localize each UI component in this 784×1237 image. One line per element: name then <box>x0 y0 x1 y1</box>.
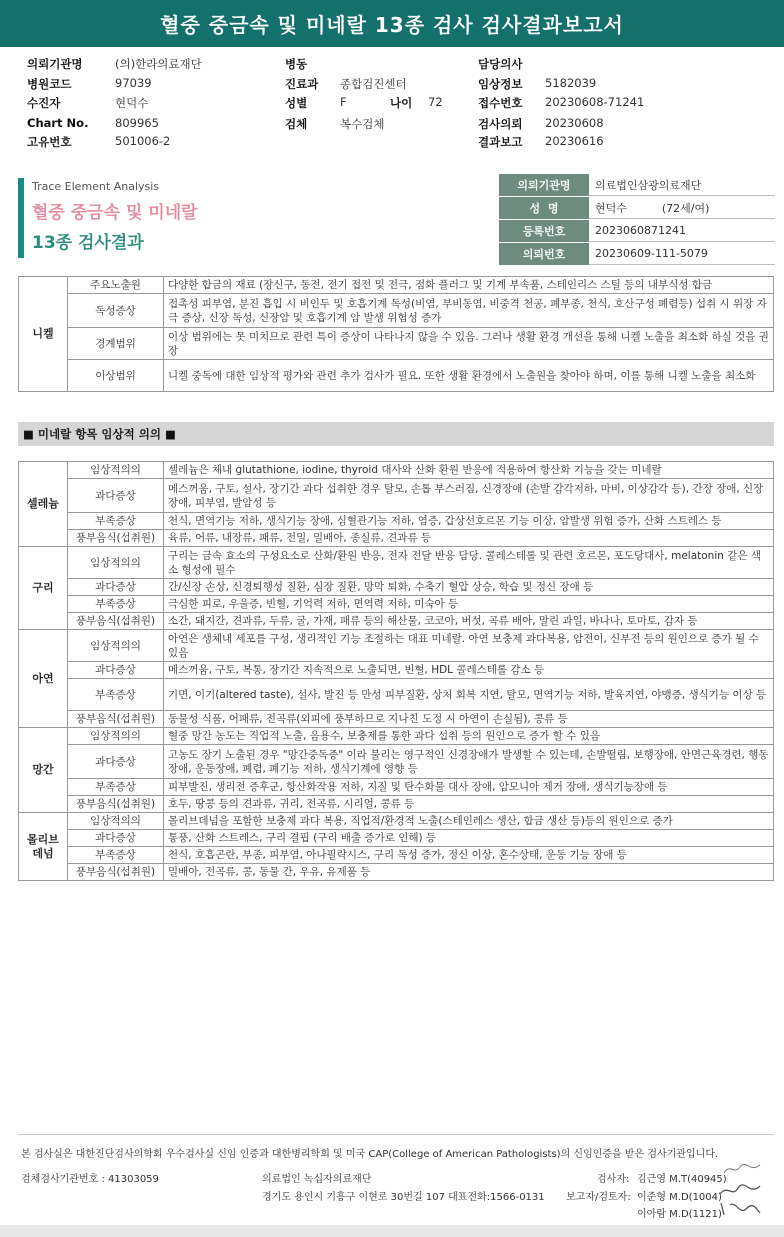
value-unique-no: 501006-2 <box>115 134 171 148</box>
table-row <box>19 679 774 711</box>
label-department: 진료과 <box>285 77 319 91</box>
table-row <box>19 745 774 779</box>
description-cell: 통풍, 산화 스트레스, 구리 결핍 (구리 배출 증가로 인해) 등 <box>164 830 774 847</box>
description-cell: 메스꺼움, 구토, 복통, 장기간 지속적으로 노출되면, 빈혈, HDL 콜레스테롤 감소 등 <box>164 662 774 679</box>
value-age: 72 <box>428 95 443 109</box>
patient-row-value: 20230609-111-5079 <box>589 243 775 265</box>
table-row <box>19 513 774 530</box>
signature-reporter <box>718 1180 762 1200</box>
table-row <box>19 711 774 728</box>
description-cell: 셀레늄은 체내 glutathione, iodine, thyroid 대사와 산화 환원 반응에 적용하여 항산화 기능을 갖는 미네랄 <box>164 462 774 479</box>
category-cell: 임상적의의 <box>68 547 164 579</box>
footer-divider <box>18 1134 774 1135</box>
label-test-request: 검사의뢰 <box>478 117 523 131</box>
patient-row-label: 의뢰번호 <box>499 243 589 265</box>
table-row <box>19 462 774 479</box>
description-cell: 소간, 돼지간, 견과류, 두류, 굴, 가재, 패류 등의 해산물, 코코아, 버섯, 곡류 배아, 말린 과일, 바나나, 토마토, 감자 등 <box>164 613 774 630</box>
element-name-nickel: 니켈 <box>19 277 68 392</box>
description-cell: 극심한 피로, 우울증, 빈혈, 기억력 저하, 면역력 저하, 미숙아 등 <box>164 596 774 613</box>
category-cell: 풍부음식(섭취원) <box>68 711 164 728</box>
description-cell: 몰리브데넘을 포함한 보충제 과다 복용, 직업적/환경적 노출(스테인레스 생산, 합금 생산 등)등의 원인으로 증가 <box>164 813 774 830</box>
signature-reviewer <box>718 1199 762 1219</box>
label-hospital-code: 병원코드 <box>27 77 72 91</box>
category-cell: 풍부음식(섭취원) <box>68 613 164 630</box>
summary-title-line2: 13종 검사결과 <box>32 233 144 253</box>
value-receipt-no: 20230608-71241 <box>545 95 645 109</box>
description-cell: 다양한 합금의 재료 (장신구, 동전, 전기 접전 및 전극, 점화 플러그 및 기계 부속품, 스테인리스 스틸 등의 내부식성 합금 <box>164 277 774 294</box>
organization-name: 의료법인 녹십자의료재단 <box>262 1174 372 1185</box>
table-row <box>19 630 774 662</box>
patient-row-value: 2023060871241 <box>589 220 775 242</box>
description-cell: 동물성 식품, 어패류, 전곡류(외피에 풍부하므로 지나친 도정 시 아연이 손실됨), 콩류 등 <box>164 711 774 728</box>
value-requesting-institution: (의)한라의료재단 <box>115 57 202 71</box>
tester-name: 김근영 M.T(40945) <box>637 1174 727 1185</box>
category-cell: 임상적의의 <box>68 630 164 662</box>
table-row <box>19 530 774 547</box>
label-ward: 병동 <box>285 57 308 71</box>
category-cell: 임상적의의 <box>68 728 164 745</box>
value-patient: 현덕수 <box>115 96 149 110</box>
patient-row <box>499 220 775 242</box>
report-title: 혈중 중금속 및 미네랄 13종 검사 검사결과보고서 <box>0 0 784 47</box>
institution-number: 검체검사기관번호 : 41303059 <box>21 1174 159 1185</box>
value-clinical-info: 5182039 <box>545 76 597 90</box>
patient-row-value: 현덕수 (72세/여) <box>589 197 775 219</box>
table-row <box>19 662 774 679</box>
reporter-label: 보고자/검토자: <box>566 1192 631 1203</box>
category-cell: 부족증상 <box>68 779 164 796</box>
description-cell: 호두, 땅콩 등의 견과류, 귀리, 전곡류, 시리얼, 콩류 등 <box>164 796 774 813</box>
table-row <box>19 328 774 360</box>
category-cell: 부족증상 <box>68 596 164 613</box>
mineral-table <box>18 461 774 881</box>
table-row <box>19 579 774 596</box>
label-unique-no: 고유번호 <box>27 135 72 149</box>
table-row <box>19 779 774 796</box>
nickel-table <box>18 276 774 392</box>
category-cell: 부족증상 <box>68 679 164 711</box>
label-result-report: 결과보고 <box>478 135 523 149</box>
patient-row-value: 의료법인삼광의료재단 <box>589 174 775 196</box>
category-cell: 독성증상 <box>68 294 164 328</box>
patient-row-label: 의뢰기관명 <box>499 174 589 196</box>
description-cell: 천식, 면역기능 저하, 생식기능 장애, 심혈관기능 저하, 염증, 갑상선호르몬 기능 이상, 암발생 위험 증가, 산화 스트레스 등 <box>164 513 774 530</box>
element-name: 아연 <box>19 630 68 728</box>
description-cell: 고농도 장기 노출된 경우 "망간중독증" 이라 불리는 영구적인 신경장애가 발생할 수 있는데, 손발떨림, 보행장애, 안면근육경련, 행동장애, 운동장애, 폐렴, 폐기능 저하, 생식기계에 영향 등 <box>164 745 774 779</box>
patient-row-label: 등록번호 <box>499 220 589 242</box>
category-cell: 임상적의의 <box>68 813 164 830</box>
description-cell: 혈중 망간 농도는 직업적 노출, 음용수, 보충제를 통한 과다 섭취 등의 원인으로 증가 할 수 있음 <box>164 728 774 745</box>
table-row <box>19 294 774 328</box>
value-specimen: 복수검체 <box>340 117 385 131</box>
element-name: 셀레늄 <box>19 462 68 547</box>
table-row <box>19 277 774 294</box>
element-name: 구리 <box>19 547 68 630</box>
table-row <box>19 728 774 745</box>
description-cell: 피부발진, 생리전 증후군, 항산화작용 저하, 지질 및 탄수화물 대사 장애, 암모니아 제거 장애, 생식기능장애 등 <box>164 779 774 796</box>
description-cell: 구리는 금속 효소의 구성요소로 산화/환원 반응, 전자 전달 반응 담당. 콜레스테롤 및 관련 호르몬, 포도당대사, melatonin 같은 색소 형성에 필수 <box>164 547 774 579</box>
label-clinical-info: 임상정보 <box>478 77 523 91</box>
patient-row-label: 성 명 <box>499 197 589 219</box>
patient-row <box>499 197 775 219</box>
category-cell: 주요노출원 <box>68 277 164 294</box>
table-row <box>19 796 774 813</box>
category-cell: 풍부음식(섭취원) <box>68 530 164 547</box>
category-cell: 과다증상 <box>68 662 164 679</box>
table-row <box>19 847 774 864</box>
description-cell: 육류, 어류, 내장류, 패류, 전밀, 밀배아, 종실류, 견과류 등 <box>164 530 774 547</box>
category-cell: 부족증상 <box>68 513 164 530</box>
description-cell: 접촉성 피부염, 분진 흡입 시 비인두 및 호흡기계 독성(비염, 부비동염, 비중격 천공, 폐부종, 천식, 호산구성 폐렴등) 섭취 시 위장 자극 증상, 신장 독성, 신장암 및 호흡기계 암 발생 위험성 증가 <box>164 294 774 328</box>
category-cell: 과다증상 <box>68 830 164 847</box>
description-cell: 이상 범위에는 못 미치므로 관련 특이 증상이 나타나지 않을 수 있음. 그러나 생활 환경 개선을 통해 니켈 노출을 최소화 하실 것을 권장 <box>164 328 774 360</box>
label-receipt-no: 접수번호 <box>478 96 523 110</box>
description-cell: 기면, 이기(altered taste), 설사, 발진 등 만성 피부질환, 상처 회복 지연, 탈모, 면역기능 저하, 발육지연, 야맹증, 생식기능 이상 등 <box>164 679 774 711</box>
label-chart-no: Chart No. <box>27 116 89 130</box>
summary-heading <box>18 178 198 258</box>
table-row <box>19 360 774 392</box>
label-requesting-institution: 의뢰기관명 <box>27 57 83 71</box>
description-cell: 간/신장 손상, 신경퇴행성 질환, 심장 질환, 망막 퇴화, 수축기 혈압 상승, 학습 및 정신 장애 등 <box>164 579 774 596</box>
description-cell: 메스꺼움, 구토, 설사, 장기간 과다 섭취한 경우 탈모, 손톱 부스러짐, 신경장애 (손발 감각저하, 마비, 이상감각 등), 간장 장애, 신장 장애, 피부염, 발암성 등 <box>164 479 774 513</box>
category-cell: 과다증상 <box>68 745 164 779</box>
table-row <box>19 613 774 630</box>
table-row <box>19 596 774 613</box>
table-row <box>19 547 774 579</box>
organization-address: 경기도 용인시 기흥구 이현로 30번길 107 대표전화:1566-0131 <box>262 1192 545 1203</box>
value-result-report: 20230616 <box>545 134 604 148</box>
category-cell: 과다증상 <box>68 579 164 596</box>
patient-row <box>499 174 775 196</box>
table-row <box>19 813 774 830</box>
category-cell: 풍부음식(섭취원) <box>68 796 164 813</box>
label-sex: 성별 <box>285 96 308 110</box>
table-row <box>19 864 774 881</box>
value-department: 종합검진센터 <box>340 77 407 91</box>
value-sex: F <box>340 95 347 109</box>
category-cell: 풍부음식(섭취원) <box>68 864 164 881</box>
label-patient: 수진자 <box>27 96 61 110</box>
description-cell: 니켈 중독에 대한 임상적 평가와 관련 추가 검사가 필요. 또한 생활 환경에서 노출원을 찾아야 하며, 이를 통해 니켈 노출을 최소화 <box>164 360 774 392</box>
element-name: 몰리브 데넘 <box>19 813 68 881</box>
value-test-request: 20230608 <box>545 116 604 130</box>
patient-row <box>499 243 775 265</box>
category-cell: 과다증상 <box>68 479 164 513</box>
category-cell: 임상적의의 <box>68 462 164 479</box>
bottom-band <box>0 1225 784 1237</box>
label-specimen: 검체 <box>285 117 308 131</box>
signature-tester <box>722 1161 762 1179</box>
reporter-name: 이준형 M.D(1004) <box>637 1192 722 1203</box>
table-row <box>19 479 774 513</box>
category-cell: 경계범위 <box>68 328 164 360</box>
table-row <box>19 830 774 847</box>
label-age: 나이 <box>390 96 413 110</box>
reviewer-name: 이아람 M.D(1121) <box>637 1209 722 1220</box>
value-chart-no: 809965 <box>115 116 159 130</box>
description-cell: 천식, 호흡곤란, 부종, 피부염, 아나필락시스, 구리 독성 증가, 정신 이상, 혼수상태, 운동 기능 장애 등 <box>164 847 774 864</box>
description-cell: 밀배아, 전곡류, 콩, 동물 간, 우유, 유제품 등 <box>164 864 774 881</box>
label-doctor: 담당의사 <box>478 57 523 71</box>
category-cell: 부족증상 <box>68 847 164 864</box>
accreditation-note: 본 검사실은 대한진단검사의학회 우수검사실 신임 인증과 대한병리학회 및 미국 CAP(College of American Pathologists)의 신임인증을 받은 검사기관입니다. <box>21 1149 719 1160</box>
tester-label: 검사자: <box>597 1174 630 1185</box>
summary-title-line1: 혈중 중금속 및 미네랄 <box>32 203 198 223</box>
section-title-minerals: ■ 미네랄 항목 임상적 의의 ■ <box>18 422 774 446</box>
element-name: 망간 <box>19 728 68 813</box>
patient-summary-box <box>499 174 775 266</box>
description-cell: 아연은 생체내 세포를 구성, 생리적인 기능 조절하는 대표 미네랄. 아연 보충제 과다복용, 암전이, 신부전 등의 원인으로 증가 될 수 있음 <box>164 630 774 662</box>
summary-english-title: Trace Element Analysis <box>32 180 160 193</box>
value-hospital-code: 97039 <box>115 76 152 90</box>
category-cell: 이상범위 <box>68 360 164 392</box>
